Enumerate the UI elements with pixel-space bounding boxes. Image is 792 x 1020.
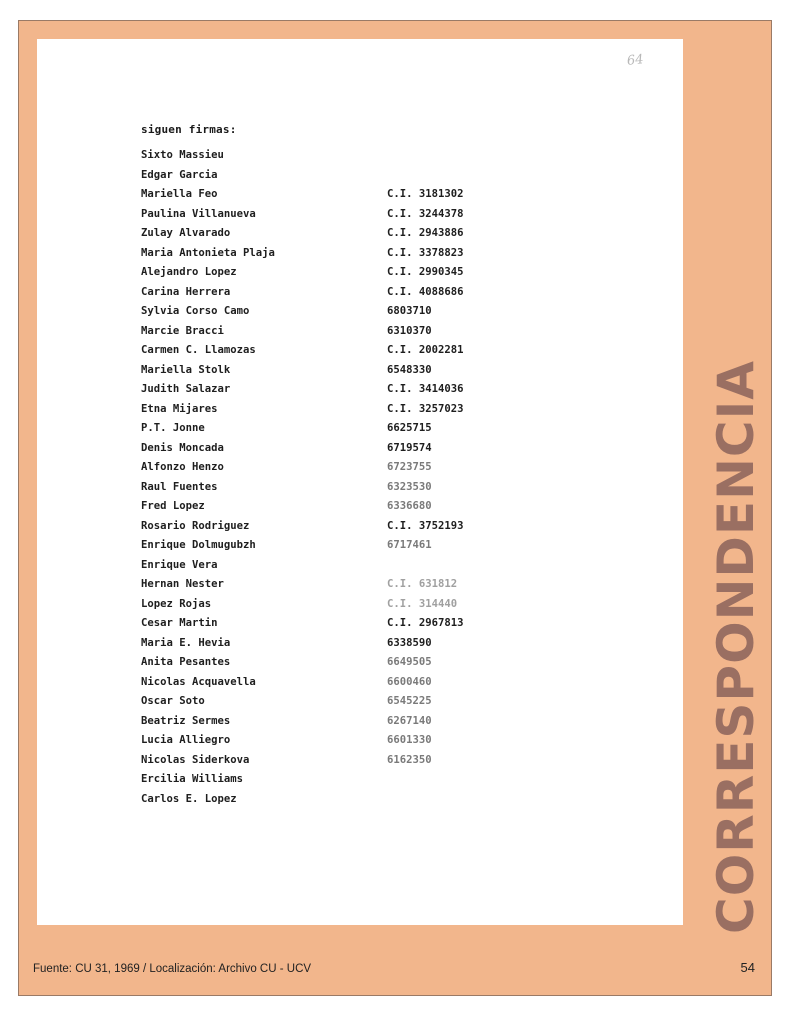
signer-row bbox=[141, 754, 507, 774]
signer-id: 6323530 bbox=[387, 480, 432, 493]
signer-id: 6723755 bbox=[387, 461, 432, 473]
signer-id: C.I. 4088686 bbox=[387, 285, 464, 298]
signer-row bbox=[141, 266, 507, 286]
signer-row bbox=[141, 188, 507, 208]
signer-name: Paulina Villanueva bbox=[141, 207, 256, 220]
signer-id: C.I. 2002281 bbox=[387, 344, 464, 356]
signer-row bbox=[141, 695, 507, 715]
page-number: 54 bbox=[740, 960, 755, 975]
signer-row bbox=[141, 422, 507, 442]
signer-id: 6545225 bbox=[387, 695, 432, 707]
signer-id: 6600460 bbox=[387, 675, 432, 688]
document-heading: siguen firmas: bbox=[141, 123, 237, 136]
signer-row bbox=[141, 364, 507, 384]
signer-id bbox=[387, 793, 507, 813]
footer-source: Fuente: CU 31, 1969 / Localización: Archivo CU - UCV bbox=[33, 963, 312, 975]
signer-name: Lucia Alliegro bbox=[141, 734, 231, 746]
signer-id bbox=[387, 149, 507, 169]
signer-row bbox=[141, 500, 507, 520]
signer-id: C.I. 2943886 bbox=[387, 227, 464, 239]
signer-id: C.I. 3378823 bbox=[387, 246, 464, 259]
signer-name: Lopez Rojas bbox=[141, 597, 212, 610]
signer-id: 6719574 bbox=[387, 441, 432, 454]
signer-name: Anita Pesantes bbox=[141, 656, 231, 668]
signer-id: 6717461 bbox=[387, 539, 432, 551]
signer-row bbox=[141, 481, 507, 501]
signer-row bbox=[141, 559, 507, 579]
signer-row bbox=[141, 793, 507, 813]
section-title bbox=[701, 360, 771, 934]
signer-row bbox=[141, 247, 507, 267]
signer-row bbox=[141, 617, 507, 637]
signer-id: C.I. 314440 bbox=[387, 597, 458, 610]
handwritten-page-mark: 64 bbox=[626, 52, 645, 69]
signer-row bbox=[141, 305, 507, 325]
signer-id: 6267140 bbox=[387, 714, 432, 727]
signer-id: 6548330 bbox=[387, 363, 432, 376]
section-title-text: CORRESPONDENCIA bbox=[707, 360, 765, 934]
signer-row bbox=[141, 598, 507, 618]
signer-id bbox=[387, 773, 507, 793]
signer-name: Marcie Bracci bbox=[141, 324, 224, 337]
signer-name: Oscar Soto bbox=[141, 695, 205, 707]
signer-row bbox=[141, 715, 507, 735]
signer-name: Alejandro Lopez bbox=[141, 266, 237, 278]
signer-row bbox=[141, 325, 507, 345]
signer-name: Nicolas Acquavella bbox=[141, 675, 256, 688]
signer-id: C.I. 3257023 bbox=[387, 402, 464, 415]
signer-name: Denis Moncada bbox=[141, 441, 224, 454]
signer-id: C.I. 3414036 bbox=[387, 383, 464, 395]
signer-name: Judith Salazar bbox=[141, 383, 231, 395]
signer-id bbox=[387, 559, 507, 579]
signer-name: Fred Lopez bbox=[141, 500, 205, 512]
signer-name: Beatriz Sermes bbox=[141, 714, 231, 727]
signer-name: Carmen C. Llamozas bbox=[141, 344, 256, 356]
signer-name: Enrique Vera bbox=[141, 558, 218, 571]
signer-id: 6601330 bbox=[387, 734, 432, 746]
signer-name: Mariella Stolk bbox=[141, 363, 231, 376]
signer-row bbox=[141, 461, 507, 481]
signer-id: 6336680 bbox=[387, 500, 432, 512]
signer-name: Zulay Alvarado bbox=[141, 227, 231, 239]
signer-id: 6649505 bbox=[387, 656, 432, 668]
signer-name: Sylvia Corso Camo bbox=[141, 305, 250, 317]
signer-row bbox=[141, 734, 507, 754]
signer-row bbox=[141, 520, 507, 540]
signer-row bbox=[141, 442, 507, 462]
signer-row bbox=[141, 656, 507, 676]
page-frame bbox=[18, 20, 772, 996]
signer-name: Raul Fuentes bbox=[141, 480, 218, 493]
signer-id bbox=[387, 169, 507, 189]
signer-id: C.I. 3244378 bbox=[387, 207, 464, 220]
signer-row bbox=[141, 344, 507, 364]
signer-id: 6338590 bbox=[387, 636, 432, 649]
signer-name: Hernan Nester bbox=[141, 578, 224, 590]
signer-id: C.I. 2967813 bbox=[387, 617, 464, 629]
signer-row bbox=[141, 578, 507, 598]
signer-name: Maria Antonieta Plaja bbox=[141, 246, 275, 259]
signer-row bbox=[141, 149, 507, 169]
signer-name: Nicolas Siderkova bbox=[141, 753, 250, 766]
signer-name: Carlos E. Lopez bbox=[141, 792, 237, 805]
signer-name: Carina Herrera bbox=[141, 285, 231, 298]
signer-row bbox=[141, 637, 507, 657]
signer-row bbox=[141, 169, 507, 189]
signer-name: Edgar Garcia bbox=[141, 168, 218, 181]
signer-row bbox=[141, 383, 507, 403]
signer-name: Enrique Dolmugubzh bbox=[141, 539, 256, 551]
signer-id: C.I. 631812 bbox=[387, 578, 458, 590]
signers-list bbox=[141, 149, 507, 812]
signer-name: Ercilia Williams bbox=[141, 773, 244, 785]
signer-name: Maria E. Hevia bbox=[141, 636, 231, 649]
signer-row bbox=[141, 676, 507, 696]
signer-name: P.T. Jonne bbox=[141, 422, 205, 434]
signer-id: C.I. 3752193 bbox=[387, 519, 464, 532]
signer-row bbox=[141, 773, 507, 793]
signer-row bbox=[141, 208, 507, 228]
signer-name: Mariella Feo bbox=[141, 188, 218, 200]
signer-name: Alfonzo Henzo bbox=[141, 461, 224, 473]
signer-row bbox=[141, 286, 507, 306]
signer-row bbox=[141, 227, 507, 247]
scanned-document bbox=[37, 39, 683, 925]
signer-name: Sixto Massieu bbox=[141, 149, 224, 161]
signer-name: Rosario Rodriguez bbox=[141, 519, 250, 532]
signer-row bbox=[141, 539, 507, 559]
signer-id: 6310370 bbox=[387, 324, 432, 337]
signer-id: 6803710 bbox=[387, 305, 432, 317]
signer-row bbox=[141, 403, 507, 423]
signer-id: C.I. 2990345 bbox=[387, 266, 464, 278]
signer-id: 6625715 bbox=[387, 422, 432, 434]
signer-id: 6162350 bbox=[387, 753, 432, 766]
signer-name: Cesar Martin bbox=[141, 617, 218, 629]
signer-id: C.I. 3181302 bbox=[387, 188, 464, 200]
signer-name: Etna Mijares bbox=[141, 402, 218, 415]
